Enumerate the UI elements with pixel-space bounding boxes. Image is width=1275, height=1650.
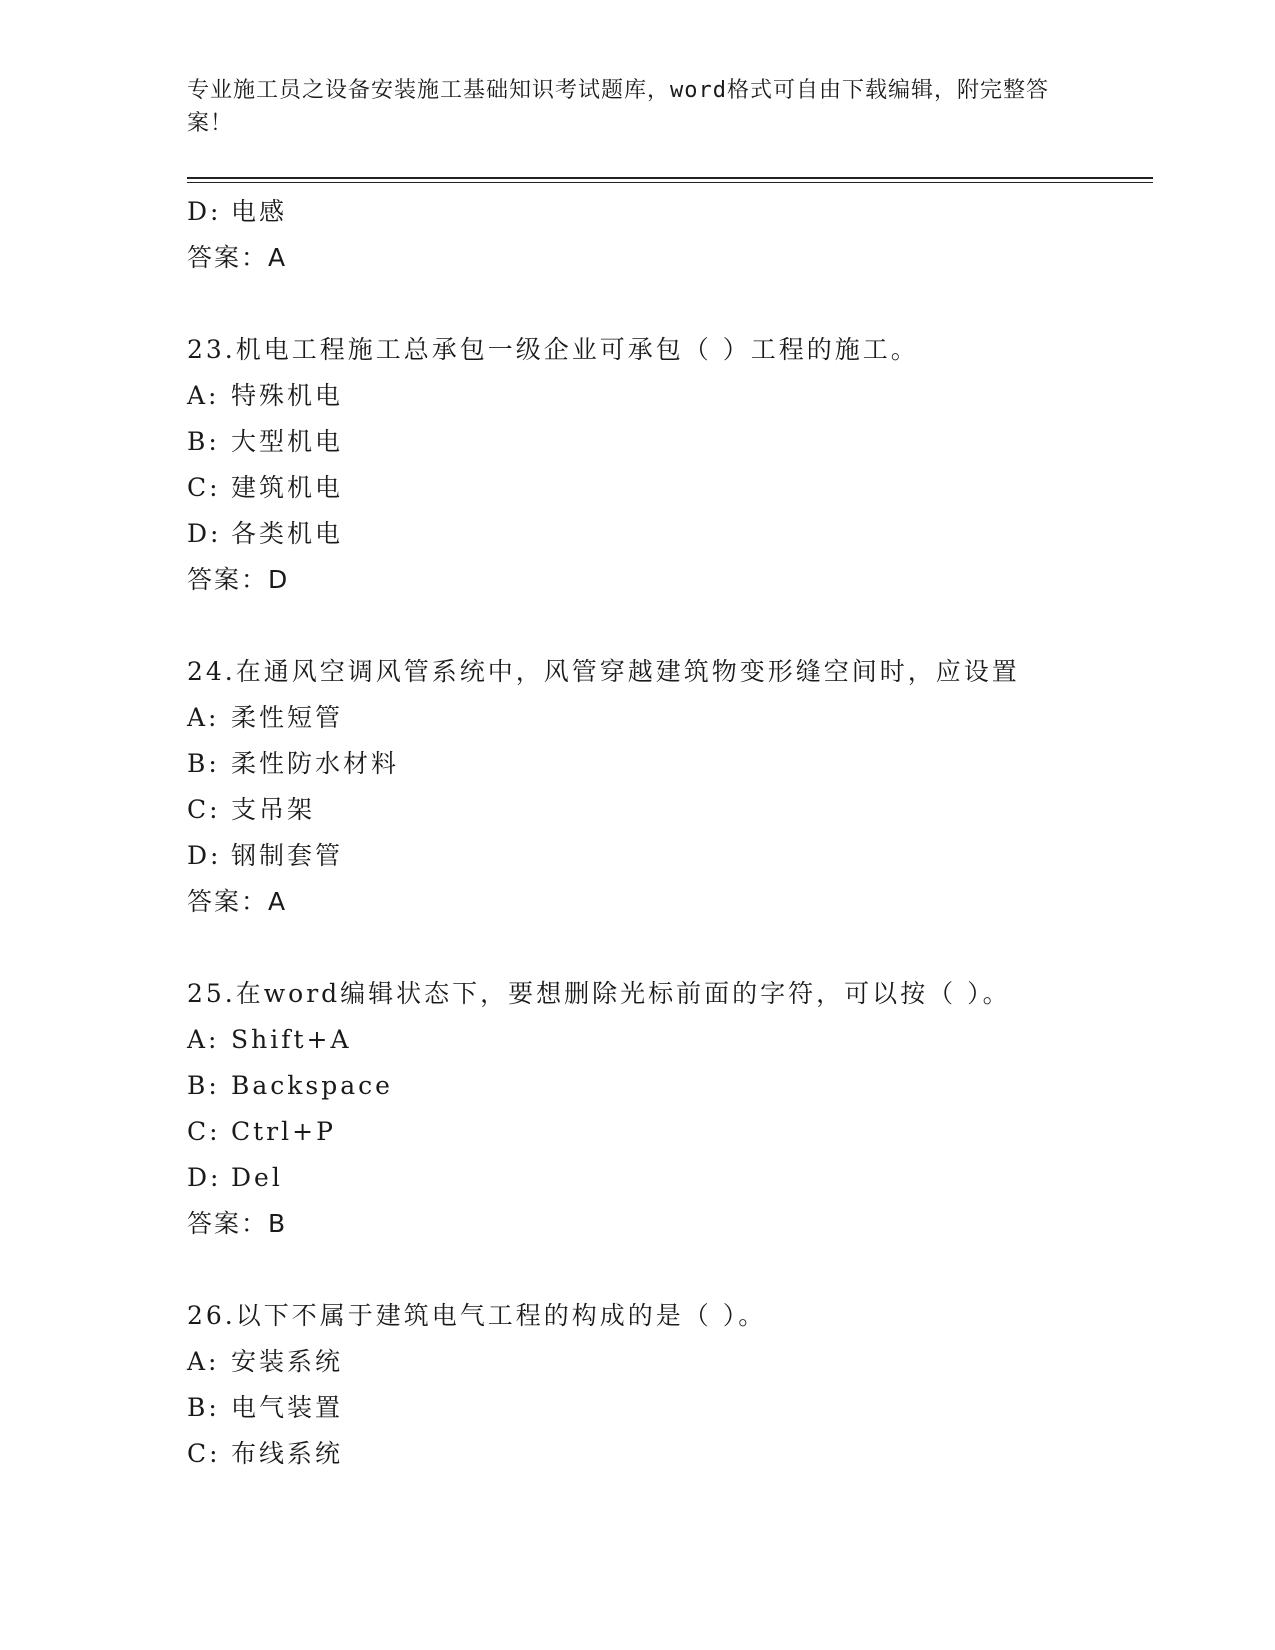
option-text: 电气装置 <box>231 1393 344 1422</box>
option-text: 支吊架 <box>231 795 316 824</box>
option-line <box>187 1017 1153 1063</box>
option-line <box>187 695 1153 741</box>
option-label: B: <box>187 749 220 778</box>
option-line <box>187 511 1153 557</box>
option-text: 各类机电 <box>231 519 344 548</box>
question-stem: 26.以下不属于建筑电气工程的构成的是（ ）。 <box>187 1301 767 1330</box>
option-line <box>187 419 1153 465</box>
option-line <box>187 1431 1153 1477</box>
option-line <box>187 1063 1153 1109</box>
option-text: 建筑机电 <box>231 473 344 502</box>
header-divider-thin <box>187 182 1153 183</box>
option-label: D: <box>187 841 222 870</box>
answer-line: 答案：A <box>187 887 288 916</box>
option-text: 特殊机电 <box>231 381 344 410</box>
option-label: B: <box>187 1393 220 1422</box>
option-text: 安装系统 <box>231 1347 344 1376</box>
option-line <box>187 189 1153 235</box>
option-label: A: <box>187 703 220 732</box>
question-stem: 25.在word编辑状态下，要想删除光标前面的字符，可以按（ ）。 <box>187 979 1011 1008</box>
option-text: Shift+A <box>231 1025 352 1054</box>
option-line <box>187 1155 1153 1201</box>
option-text: 大型机电 <box>231 427 344 456</box>
option-text: Backspace <box>231 1071 393 1100</box>
question-stem: 24.在通风空调风管系统中，风管穿越建筑物变形缝空间时，应设置 <box>187 657 1020 686</box>
option-line <box>187 741 1153 787</box>
option-text: 钢制套管 <box>231 841 344 870</box>
answer-line: 答案：D <box>187 565 290 594</box>
option-line <box>187 1109 1153 1155</box>
document-header: 专业施工员之设备安装施工基础知识考试题库，word格式可自由下载编辑，附完整答案！ <box>187 78 1049 136</box>
option-text: 柔性短管 <box>231 703 344 732</box>
option-line <box>187 465 1153 511</box>
answer-line: 答案：B <box>187 1209 288 1238</box>
option-text: 柔性防水材料 <box>231 749 400 778</box>
header-divider <box>187 177 1153 179</box>
option-label: C: <box>187 795 221 824</box>
option-text: 电感 <box>231 197 288 226</box>
question-stem: 23.机电工程施工总承包一级企业可承包（ ）工程的施工。 <box>187 335 919 364</box>
option-label: C: <box>187 1117 221 1146</box>
option-line <box>187 1385 1153 1431</box>
option-label: A: <box>187 381 220 410</box>
option-line <box>187 1339 1153 1385</box>
option-label: B: <box>187 427 220 456</box>
question-list <box>187 189 1153 1477</box>
option-label: C: <box>187 1439 221 1468</box>
option-label: C: <box>187 473 221 502</box>
option-line <box>187 373 1153 419</box>
option-label: B: <box>187 1071 220 1100</box>
answer-line: 答案：A <box>187 243 288 272</box>
option-line <box>187 787 1153 833</box>
option-label: A: <box>187 1025 220 1054</box>
option-text: Del <box>231 1163 283 1192</box>
option-label: D: <box>187 1163 222 1192</box>
option-text: 布线系统 <box>231 1439 344 1468</box>
option-line <box>187 833 1153 879</box>
option-text: Ctrl+P <box>231 1117 336 1146</box>
option-label: D: <box>187 519 222 548</box>
option-label: A: <box>187 1347 220 1376</box>
option-label: D: <box>187 197 222 226</box>
